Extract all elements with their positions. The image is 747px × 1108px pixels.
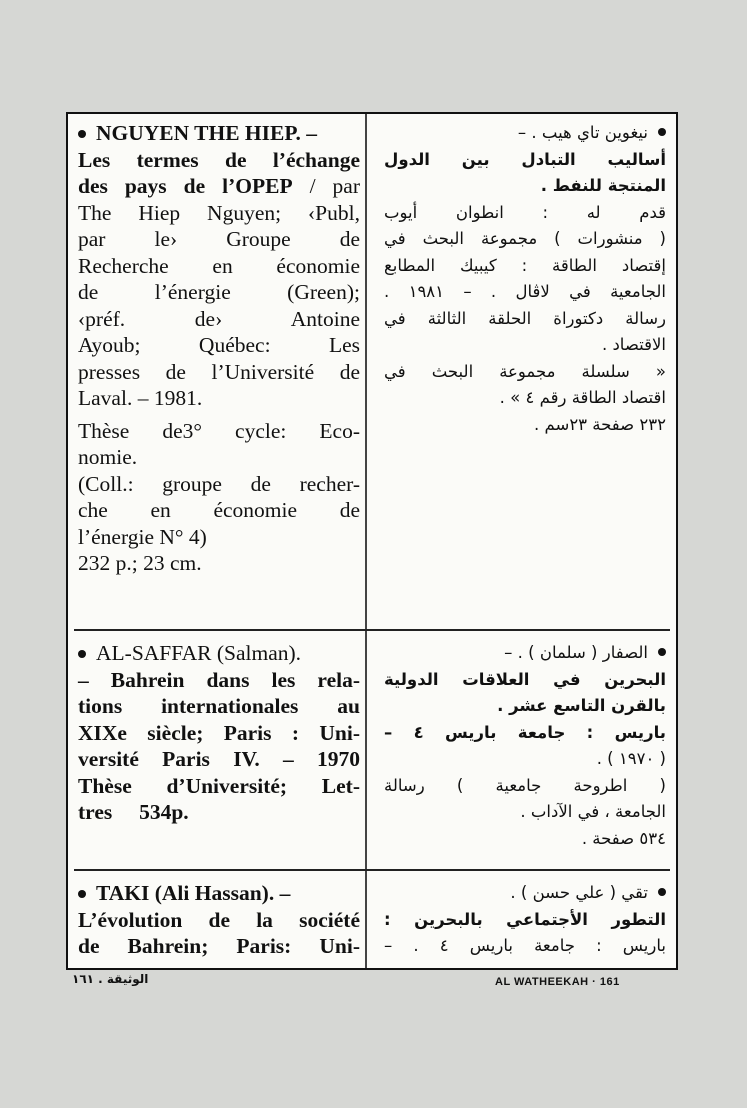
entry-title-line: tions internationales au [78,694,360,718]
entry-text-line: « سلسلة مجموعة البحث في [384,361,666,381]
entry-title-line: – Bahrein dans les rela- [78,667,360,692]
french-column [78,640,360,826]
entry-text-line: ٥٣٤ صفحة . [581,828,666,848]
french-column [78,880,360,960]
entry-title-line: أساليب التبادل بين الدول [384,149,666,169]
bullet-icon [78,890,86,898]
french-column [78,120,360,577]
entry-text-line: رسالة دكتوراة الحلقة الثالثة في [384,308,666,328]
entry-author: الصفار ( سلمان ) . – [504,643,648,662]
entry-text-line: باريس : جامعة باريس ٤ – [384,722,666,742]
entry-text-line: 232 p.; 23 cm. [78,551,202,575]
entry-text-line: الجامعة ، في الآداب . [520,802,666,821]
entry-text-line: باريس : جامعة باريس ٤ . – [384,936,666,955]
entry-text-line: الجامعية في لاڤال . – ١٩٨١ . [384,282,666,301]
entry-author: NGUYEN THE HIEP. – [96,121,318,145]
bibliography-entry [68,114,676,628]
entry-text-line: الاقتصاد . [601,335,666,354]
bullet-icon [658,128,666,136]
entry-text-line: ‹préf. de› Antoine [78,306,360,331]
entry-text-line: ( منشورات ) مجموعة البحث في [384,229,666,248]
bullet-icon [78,130,86,138]
entry-text-line: اقتصاد الطاقة رقم ٤ » . [499,388,666,407]
entry-text-line: nomie. [78,445,138,469]
entry-text-line: Thèse de3° cycle: Eco- [78,418,360,443]
entry-text-line: versité Paris IV. – 1970 [78,747,360,771]
bibliography-entry [68,868,676,970]
entry-title-line: de Bahrein; Paris: Uni- [78,934,360,958]
entry-text-line: إقتصاد الطاقة : كيبيك المطابع [384,255,666,275]
entry-text-line: ٢٣٢ صفحة ٢٣سم . [534,414,666,434]
entry-text-line: Thèse d’Université; Let- [78,773,360,798]
bullet-icon [658,888,666,896]
entry-author: نيغوين تاي هيب . – [517,123,648,142]
entry-text-line: presses de l’Université de [78,359,360,384]
bibliography-entry [68,628,676,868]
entry-text-line: l’énergie N° 4) [78,524,207,549]
arabic-column [384,640,666,852]
bullet-icon [658,648,666,656]
entry-text-line: Recherche en économie [78,253,360,278]
entry-text-line: Laval. – 1981. [78,386,203,410]
entry-author: TAKI (Ali Hassan). – [96,881,291,905]
arabic-column [384,120,666,438]
entry-author: تقي ( علي حسن ) . [510,883,648,902]
entry-text-line: The Hiep Nguyen; ‹Publ, [78,200,360,225]
entry-title-line: L’évolution de la société [78,907,360,932]
entry-title-line: Les termes de l’échange [78,147,360,172]
entry-title-line: البحرين في العلاقات الدولية [384,669,666,689]
entry-text-line: par le› Groupe de [78,227,360,251]
arabic-column [384,880,666,960]
entry-text-line: Ayoub; Québec: Les [78,333,360,357]
entry-text-line: tres 534p. [78,800,189,824]
entry-title-line: بالقرن التاسع عشر . [497,696,666,715]
entry-text-line: de l’énergie (Green); [78,280,360,304]
entry-text-line: che en économie de [78,498,360,522]
entry-notes [78,418,360,577]
entry-text-line: des pays de l’OPEP / par [78,174,360,198]
entry-text-line: ( ١٩٧٠ ) . [596,749,666,768]
entry-text-line: قدم له : انطوان أيوب [384,202,666,222]
footer-page-label-arabic: الوثيقة . ١٦١ [72,972,149,986]
entry-author: AL-SAFFAR (Salman). [96,641,302,665]
document-page [66,112,678,970]
bullet-icon [78,650,86,658]
entry-title-line: التطور الأجتماعي بالبحرين : [384,909,666,929]
entry-title-line: XIXe siècle; Paris : Uni- [78,720,360,745]
footer-page-label: AL WATHEEKAH · 161 [495,976,620,988]
entry-text-line: ( اطروحة جامعية ) رسالة [384,775,666,795]
entry-text-line: (Coll.: groupe de recher- [78,471,360,496]
entry-title-line: المنتجة للنفط . [540,176,666,195]
